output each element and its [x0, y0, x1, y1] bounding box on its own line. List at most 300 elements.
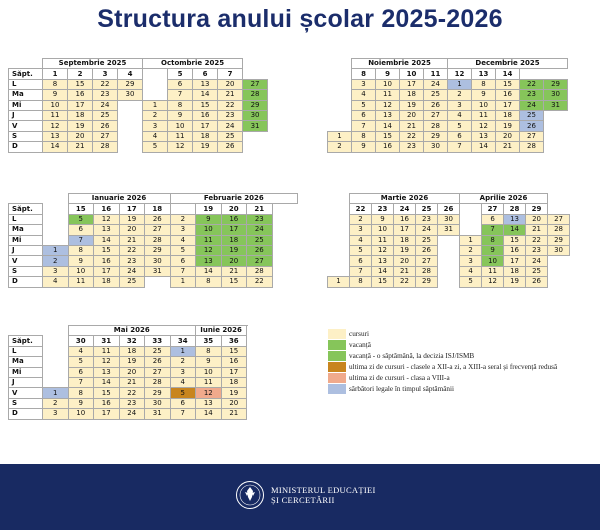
- day-cell: 3: [43, 409, 69, 419]
- day-cell: 2: [170, 357, 196, 367]
- empty-cell: [328, 204, 350, 214]
- day-cell: 23: [247, 214, 273, 224]
- day-cell: 21: [218, 90, 243, 100]
- legend-swatch: [328, 329, 346, 339]
- day-cell: 18: [119, 346, 145, 356]
- day-cell: 15: [496, 79, 520, 89]
- day-cell: 25: [416, 235, 438, 245]
- day-row: [9, 90, 268, 100]
- day-cell: 1: [143, 100, 168, 110]
- day-cell: 14: [372, 266, 394, 276]
- day-cell: 6: [170, 398, 196, 408]
- empty-cell: [328, 194, 350, 204]
- empty-cell: [272, 245, 298, 255]
- empty-cell: [243, 131, 268, 141]
- day-cell: 7: [482, 225, 504, 235]
- empty-cell: [544, 142, 568, 152]
- day-cell: 16: [94, 398, 120, 408]
- day-cell: 22: [400, 131, 424, 141]
- day-row: [9, 225, 298, 235]
- day-cell: 25: [520, 110, 544, 120]
- empty-cell: [544, 131, 568, 141]
- empty-cell: [438, 266, 460, 276]
- calendar-mar-apr-2026: [327, 193, 592, 288]
- day-cell: 16: [221, 357, 247, 367]
- legend-swatch: [328, 351, 346, 361]
- government-emblem-icon: [235, 480, 265, 510]
- page-title: Structura anului școlar 2025-2026: [97, 5, 503, 33]
- day-cell: 29: [145, 245, 171, 255]
- day-cell: 17: [394, 225, 416, 235]
- day-cell: 19: [221, 388, 247, 398]
- day-cell: 26: [424, 100, 448, 110]
- day-cell: 28: [243, 90, 268, 100]
- day-cell: 18: [504, 266, 526, 276]
- empty-cell: [43, 336, 69, 346]
- day-cell: 28: [416, 266, 438, 276]
- day-cell: 18: [496, 110, 520, 120]
- day-row: [9, 214, 298, 224]
- week-number: 8: [352, 69, 376, 79]
- row-label: Săpt.: [9, 69, 43, 79]
- day-cell: 18: [221, 377, 247, 387]
- week-number: 3: [93, 69, 118, 79]
- month-label: Mai 2026: [68, 326, 196, 336]
- day-row: [328, 235, 592, 245]
- month-label: Octombrie 2025: [143, 59, 243, 69]
- month-header-row: [9, 194, 298, 204]
- day-cell: 16: [394, 214, 416, 224]
- day-row: [328, 79, 592, 89]
- day-cell: 21: [68, 142, 93, 152]
- day-cell: 24: [424, 79, 448, 89]
- day-cell: 16: [496, 90, 520, 100]
- legend-label: sărbători legale în timpul săptămânii: [349, 385, 454, 393]
- month-label: Iunie 2026: [196, 326, 247, 336]
- week-number-row: [328, 69, 592, 79]
- legend-label: vacanță: [349, 341, 371, 349]
- empty-cell: [328, 69, 352, 79]
- day-cell: 21: [400, 121, 424, 131]
- empty-cell: [328, 100, 352, 110]
- day-cell: 24: [520, 100, 544, 110]
- day-cell: 25: [526, 266, 548, 276]
- day-cell: 23: [526, 245, 548, 255]
- day-row: [9, 110, 268, 120]
- day-cell: 11: [68, 277, 94, 287]
- day-row: [9, 235, 298, 245]
- day-cell: 10: [68, 266, 94, 276]
- day-cell: 24: [526, 256, 548, 266]
- month-label: Septembrie 2025: [43, 59, 143, 69]
- week-number: 20: [221, 204, 247, 214]
- day-cell: 10: [196, 367, 222, 377]
- row-label: L: [9, 214, 43, 224]
- day-cell: 2: [328, 142, 352, 152]
- day-cell: 13: [372, 256, 394, 266]
- day-row: [9, 100, 268, 110]
- day-cell: 24: [93, 100, 118, 110]
- day-cell: 25: [247, 235, 273, 245]
- day-cell: 12: [376, 100, 400, 110]
- month-label: Decembrie 2025: [448, 59, 568, 69]
- day-cell: 1: [448, 79, 472, 89]
- day-cell: 20: [400, 110, 424, 120]
- empty-cell: [460, 204, 482, 214]
- day-cell: 24: [119, 266, 145, 276]
- day-cell: 1: [170, 277, 196, 287]
- day-cell: 27: [424, 110, 448, 120]
- day-cell: 21: [526, 225, 548, 235]
- empty-cell: [548, 256, 570, 266]
- day-cell: 15: [68, 79, 93, 89]
- day-cell: 11: [43, 110, 68, 120]
- corner-cell: [9, 59, 43, 69]
- row-label: Mi: [9, 235, 43, 245]
- week-number: 11: [424, 69, 448, 79]
- day-cell: 21: [221, 266, 247, 276]
- row-label: J: [9, 245, 43, 255]
- day-cell: 7: [168, 90, 193, 100]
- empty-cell: [43, 357, 69, 367]
- day-cell: 6: [170, 256, 196, 266]
- day-cell: 8: [472, 79, 496, 89]
- day-row: [9, 398, 247, 408]
- day-cell: 23: [119, 398, 145, 408]
- day-cell: 2: [460, 245, 482, 255]
- day-cell: 15: [221, 346, 247, 356]
- empty-cell: [544, 121, 568, 131]
- legend-item-ultima-zi-xii: [328, 362, 568, 373]
- day-cell: 20: [526, 214, 548, 224]
- day-cell: 13: [504, 214, 526, 224]
- day-cell: 23: [93, 90, 118, 100]
- legend-item-vacanta-saptamana: [328, 351, 568, 362]
- day-cell: 21: [221, 409, 247, 419]
- legend-item-cursuri: [328, 329, 568, 340]
- day-cell: 27: [548, 214, 570, 224]
- day-cell: 11: [168, 131, 193, 141]
- day-cell: 13: [196, 256, 222, 266]
- day-cell: 4: [448, 110, 472, 120]
- day-cell: 6: [352, 110, 376, 120]
- day-cell: 30: [243, 110, 268, 120]
- day-cell: 28: [145, 377, 171, 387]
- week-number: 29: [526, 204, 548, 214]
- day-cell: 22: [119, 245, 145, 255]
- corner-cell: [9, 194, 43, 204]
- legend-swatch: [328, 362, 346, 372]
- day-cell: 4: [350, 235, 372, 245]
- day-cell: 24: [416, 225, 438, 235]
- row-label: S: [9, 266, 43, 276]
- row-label: V: [9, 388, 43, 398]
- day-cell: 27: [93, 131, 118, 141]
- day-cell: 12: [43, 121, 68, 131]
- empty-cell: [328, 59, 352, 69]
- legend: [328, 329, 568, 395]
- day-cell: 25: [119, 277, 145, 287]
- day-cell: 15: [193, 100, 218, 110]
- day-cell: 4: [170, 377, 196, 387]
- empty-cell: [143, 79, 168, 89]
- day-cell: 30: [424, 142, 448, 152]
- empty-cell: [118, 142, 143, 152]
- day-cell: 11: [196, 377, 222, 387]
- empty-cell: [43, 377, 69, 387]
- day-cell: 23: [400, 142, 424, 152]
- day-cell: 5: [448, 121, 472, 131]
- empty-cell: [460, 225, 482, 235]
- day-cell: 27: [520, 131, 544, 141]
- day-cell: 8: [482, 235, 504, 245]
- day-cell: 10: [43, 100, 68, 110]
- day-row: [328, 277, 592, 287]
- day-cell: 11: [482, 266, 504, 276]
- week-number: 35: [196, 336, 222, 346]
- day-cell: 3: [143, 121, 168, 131]
- legend-item-ultima-zi-viii: [328, 373, 568, 384]
- day-cell: 12: [168, 142, 193, 152]
- day-cell: 17: [94, 266, 120, 276]
- week-number: 31: [94, 336, 120, 346]
- legend-label: ultima zi de cursuri - clasa a VIII-a: [349, 374, 450, 382]
- day-row: [328, 256, 592, 266]
- row-label: S: [9, 398, 43, 408]
- row-label: Mi: [9, 367, 43, 377]
- day-cell: 4: [143, 131, 168, 141]
- empty-cell: [43, 367, 69, 377]
- day-cell: 28: [424, 121, 448, 131]
- day-row: [9, 256, 298, 266]
- day-cell: 15: [94, 388, 120, 398]
- day-cell: 22: [526, 235, 548, 245]
- day-cell: 19: [193, 142, 218, 152]
- day-cell: 3: [448, 100, 472, 110]
- day-cell: 19: [119, 357, 145, 367]
- day-cell: 20: [221, 398, 247, 408]
- empty-cell: [272, 266, 298, 276]
- day-cell: 31: [145, 409, 171, 419]
- week-number: 22: [350, 204, 372, 214]
- week-number: 27: [482, 204, 504, 214]
- day-cell: 7: [170, 266, 196, 276]
- week-number: 14: [496, 69, 520, 79]
- empty-cell: [328, 214, 350, 224]
- empty-cell: [438, 277, 460, 287]
- row-label: V: [9, 256, 43, 266]
- empty-cell: [548, 266, 570, 276]
- day-cell: 1: [43, 388, 69, 398]
- day-cell: 9: [168, 110, 193, 120]
- ministry-name: [271, 485, 376, 505]
- day-cell: 9: [68, 398, 94, 408]
- day-cell: 13: [193, 79, 218, 89]
- row-label: Ma: [9, 357, 43, 367]
- day-cell: 2: [170, 214, 196, 224]
- day-cell: 26: [218, 142, 243, 152]
- week-number: 1: [43, 69, 68, 79]
- legend-label: vacanță - o săptămână, la decizia ISJ/ISMB: [349, 352, 475, 360]
- day-row: [9, 277, 298, 287]
- day-cell: 26: [520, 121, 544, 131]
- day-cell: 23: [119, 256, 145, 266]
- week-number: 18: [145, 204, 171, 214]
- day-cell: 23: [416, 214, 438, 224]
- day-cell: 19: [400, 100, 424, 110]
- day-row: [9, 357, 247, 367]
- day-cell: 26: [145, 214, 171, 224]
- day-cell: 12: [196, 388, 222, 398]
- day-cell: 16: [221, 214, 247, 224]
- day-cell: 30: [145, 256, 171, 266]
- day-cell: 14: [196, 266, 222, 276]
- day-cell: 8: [43, 79, 68, 89]
- day-row: [9, 245, 298, 255]
- week-number: 34: [170, 336, 196, 346]
- empty-cell: [143, 90, 168, 100]
- day-cell: 13: [472, 131, 496, 141]
- week-number-row: [9, 69, 268, 79]
- week-number: 23: [372, 204, 394, 214]
- day-row: [328, 214, 592, 224]
- empty-cell: [328, 90, 352, 100]
- day-cell: 9: [196, 214, 222, 224]
- day-cell: 22: [119, 388, 145, 398]
- day-cell: 25: [424, 90, 448, 100]
- empty-cell: [544, 69, 568, 79]
- day-row: [9, 79, 268, 89]
- row-label: D: [9, 277, 43, 287]
- week-number: 32: [119, 336, 145, 346]
- day-cell: 17: [221, 225, 247, 235]
- day-cell: 6: [482, 214, 504, 224]
- week-number: 21: [247, 204, 273, 214]
- day-cell: 22: [520, 79, 544, 89]
- calendar-jan-feb-2026: [8, 193, 298, 288]
- week-number: 12: [448, 69, 472, 79]
- legend-swatch: [328, 373, 346, 383]
- day-cell: 7: [68, 235, 94, 245]
- day-cell: 17: [400, 79, 424, 89]
- day-cell: 22: [247, 277, 273, 287]
- day-cell: 17: [221, 367, 247, 377]
- month-header-row: [328, 194, 592, 204]
- day-cell: 30: [438, 214, 460, 224]
- day-row: [328, 266, 592, 276]
- row-label: Mi: [9, 100, 43, 110]
- day-cell: 10: [482, 256, 504, 266]
- day-cell: 15: [504, 235, 526, 245]
- empty-cell: [43, 326, 69, 336]
- day-cell: 9: [472, 90, 496, 100]
- day-cell: 8: [196, 277, 222, 287]
- day-cell: 4: [43, 277, 69, 287]
- day-cell: 11: [372, 235, 394, 245]
- day-cell: 1: [328, 131, 352, 141]
- day-cell: 21: [496, 142, 520, 152]
- row-label: L: [9, 346, 43, 356]
- day-row: [9, 131, 268, 141]
- empty-cell: [170, 204, 196, 214]
- row-label: D: [9, 142, 43, 152]
- day-cell: 5: [170, 388, 196, 398]
- day-cell: 7: [350, 266, 372, 276]
- month-label: Februarie 2026: [170, 194, 298, 204]
- empty-cell: [118, 131, 143, 141]
- day-cell: 25: [145, 346, 171, 356]
- day-row: [328, 225, 592, 235]
- day-cell: 25: [93, 110, 118, 120]
- day-cell: 4: [170, 235, 196, 245]
- day-cell: 15: [376, 131, 400, 141]
- footer-bar: [0, 464, 600, 530]
- day-cell: 31: [544, 100, 568, 110]
- day-cell: 20: [218, 79, 243, 89]
- row-label: D: [9, 409, 43, 419]
- day-cell: 22: [218, 100, 243, 110]
- day-cell: 7: [170, 409, 196, 419]
- day-cell: 19: [394, 245, 416, 255]
- day-cell: 14: [94, 377, 120, 387]
- day-cell: 12: [94, 214, 120, 224]
- calendar-sep-oct-2025: [8, 58, 268, 153]
- calendar-nov-dec-2025: [327, 58, 592, 153]
- empty-cell: [460, 214, 482, 224]
- empty-cell: [328, 266, 350, 276]
- day-cell: 4: [352, 90, 376, 100]
- empty-cell: [438, 235, 460, 245]
- empty-cell: [243, 69, 268, 79]
- day-cell: 5: [170, 245, 196, 255]
- day-cell: 18: [221, 235, 247, 245]
- day-cell: 12: [196, 245, 222, 255]
- day-cell: 19: [221, 245, 247, 255]
- week-number: 9: [376, 69, 400, 79]
- week-number: 15: [68, 204, 94, 214]
- day-cell: 31: [438, 225, 460, 235]
- day-cell: 14: [94, 235, 120, 245]
- day-cell: 14: [196, 409, 222, 419]
- day-cell: 11: [94, 346, 120, 356]
- legend-item-sarbatori: [328, 384, 568, 395]
- day-cell: 9: [482, 245, 504, 255]
- day-cell: 18: [68, 110, 93, 120]
- day-cell: 11: [472, 110, 496, 120]
- ministry-name-line2: ȘI CERCETĂRII: [271, 495, 335, 505]
- empty-cell: [43, 225, 69, 235]
- day-cell: 8: [352, 131, 376, 141]
- day-cell: 18: [394, 235, 416, 245]
- day-cell: 28: [520, 142, 544, 152]
- day-cell: 21: [119, 377, 145, 387]
- row-label: V: [9, 121, 43, 131]
- day-cell: 24: [218, 121, 243, 131]
- day-cell: 19: [496, 121, 520, 131]
- day-cell: 3: [170, 367, 196, 377]
- day-cell: 9: [196, 357, 222, 367]
- day-cell: 15: [372, 277, 394, 287]
- row-label: J: [9, 377, 43, 387]
- week-number-row: [328, 204, 592, 214]
- day-cell: 24: [247, 225, 273, 235]
- day-cell: 29: [243, 100, 268, 110]
- day-cell: 22: [394, 277, 416, 287]
- day-cell: 4: [460, 266, 482, 276]
- day-cell: 28: [145, 235, 171, 245]
- day-cell: 29: [118, 79, 143, 89]
- empty-cell: [43, 214, 69, 224]
